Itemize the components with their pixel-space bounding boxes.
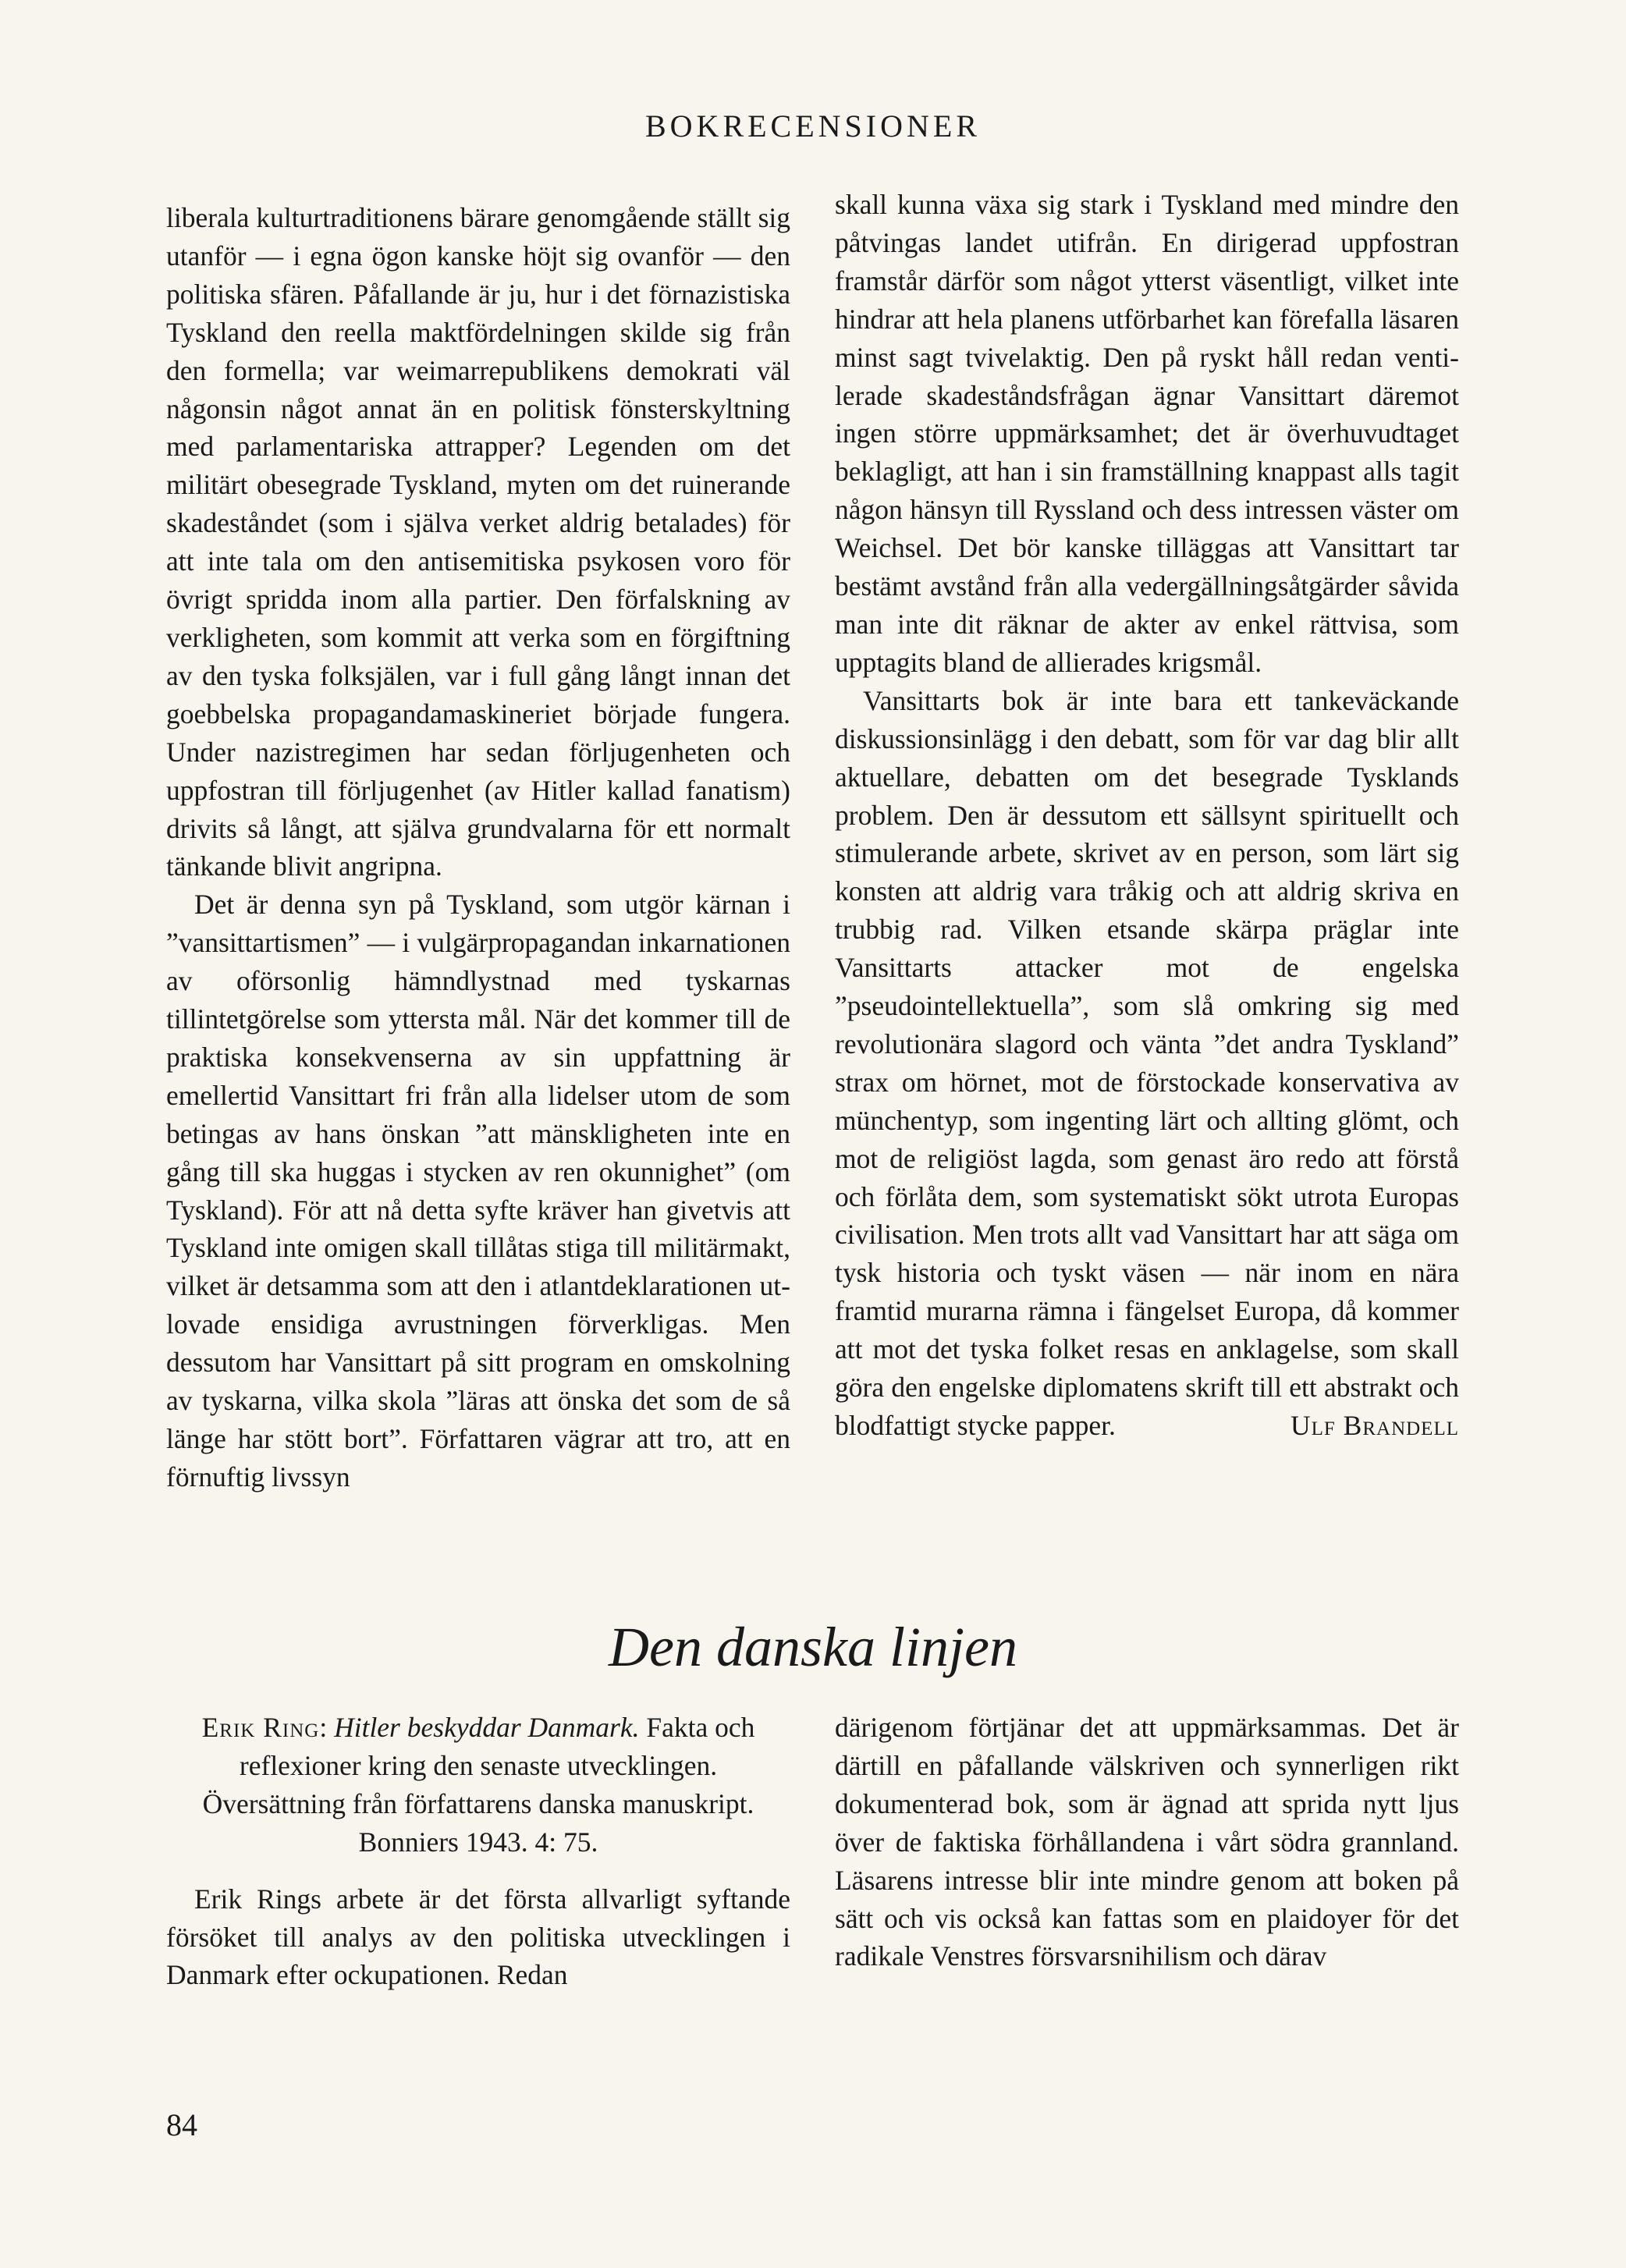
book-title: Hitler beskyddar Danmark. [334, 1712, 640, 1743]
running-header: BOKRECENSIONER [644, 108, 982, 144]
review-left-column [166, 199, 790, 1496]
book-reference: Erik Ring: Hitler beskyddar Danmark. Fakta och reflexioner kring den senaste utvecklingen. Översättning från författarens danska manuskript. Bonniers 1943. 4: 75. [201, 1712, 755, 1858]
book-author: Erik Ring [201, 1712, 320, 1743]
body-paragraph: Det är denna syn på Tyskland, som utgör kärnan i ”vansittartismen” — i vulgärpropagandan inkarnationen av oförsonlig hämndlystnad med tyskarnas tillintetgörelse som yttersta mål. När det kommer till de praktiska konsekvenserna av sin uppfattning är emellertid Vansittart fri från alla lidelser utom de som betingas av hans önskan ”att mänskligheten inte en gång till ska huggas i stycken av ren okunnighet” (om Tyskland). För att nå detta syfte kräver han givetvis att Tyskland inte omigen skall tillåtas stiga till militärmakt, vilket är detsamma som att den i atlantdeklarationen utlovade ensidiga avrustningen förverkligas. Men dessutom har Vansittart på sitt program en omskolning av tyskarna, vilka skola ”läras att önska det som de så länge har stött bort”. Författaren vägrar att tro, att en förnuftig livssyn [166, 889, 790, 1492]
body-paragraph: därigenom förtjänar det att uppmärksammas. Det är därtill en påfallande välskriven och synnerligen rikt dokumenterad bok, som är ägnad att sprida nytt ljus över de faktiska förhållandena i vårt södra grannland. Läsarens intresse blir inte mindre genom att boken på sätt och vis också kan fattas som en plaidoyer för det radikale Venstres försvarsnihilism och därav [835, 1712, 1459, 1972]
review2-right-column [835, 1709, 1459, 1975]
review-right-column [835, 186, 1459, 1445]
page-number: 84 [166, 2107, 197, 2142]
body-paragraph: skall kunna växa sig stark i Tyskland med mindre den påtvingas landet utifrån. En dirigerad uppfostran framstår därför som något ytterst väsentligt, vilket inte hindrar att hela planens utförbarhet kan förefalla läsaren minst sagt tvivelaktig. Den på ryskt håll redan ventilerade skadeståndsfrågan ägnar Vansittart däremot ingen större uppmärksamhet; det är överhuvudtaget beklagligt, att han i sin framställning knappast alls tagit någon hänsyn till Ryssland och dess intressen väster om Weichsel. Det bör kanske tilläggas att Vansittart tar bestämt avstånd från alla vedergällningsåtgärder såvida man inte dit räknar de akter av enkel rättvisa, som upptagits bland de allierades krigsmål. [835, 189, 1459, 678]
article-title: Den danska linjen [609, 1616, 1017, 1678]
body-paragraph: liberala kulturtraditionens bärare genomgående ställt sig utanför — i egna ögon kanske höjt sig ovanför — den politiska sfären. Påfallande är ju, hur i det förnazistiska Tyskland den reella maktfördelningen skilde sig från den formella; var weimarrepublikens demokrati väl någonsin något annat än en politisk fönsterskyltning med parlamentariska attrapper? Legenden om det militärt obesegrade Tyskland, myten om det ruinerande skadeståndet (som i själva verket aldrig betalades) för att inte tala om den antisemitiska psykosen voro för övrigt spridda inom alla partier. Den förfalskning av verkligheten, som kommit att verka som en förgiftning av den tyska folksjälen, var i full gång långt innan det goebbelska propagandamaskineriet började fungera. Under nazistregimen har sedan förljugenheten och uppfostran till förljugenhet (av Hitler kallad fanatism) drivits så långt, att själva grundvalarna för ett normalt tänkande blivit angripna. [166, 202, 790, 882]
body-paragraph: Erik Rings arbete är det första allvarligt syftande försöket till analys av den politiska utvecklingen i Danmark efter ockupationen. Redan [166, 1883, 790, 1991]
book-details: Fakta och reflexioner kring den senaste utvecklingen. Översättning från författarens danska manuskript. Bonniers 1943. 4: 75. [202, 1712, 755, 1858]
review2-left-column [166, 1709, 790, 1994]
reviewer-signature: Ulf Brandell [1290, 1409, 1459, 1441]
body-paragraph: Vansittarts bok är inte bara ett tankeväckande diskussionsinlägg i den debatt, som för var dag blir allt aktuellare, debatten om det besegrade Tysklands problem. Den är dessutom ett sällsynt spirituellt och stimulerande arbete, skrivet av en person, som lärt sig konsten att aldrig vara tråkig och att aldrig skriva en trubbig rad. Vilken etsande skärpa präglar inte Vansittarts attacker mot de engelska ”pseudointellektuella”, som slå omkring sig med revolutionära slagord och vänta ”det andra Tyskland” strax om hörnet, mot de förstockade konservativa av münchentyp, som ingenting lärt och allting glömt, och mot de religiöst lagda, som genast äro redo att förstå och förlåta dem, som systematiskt sökt utrota Europas civilisation. Men trots allt vad Vansittart har att säga om tysk historia och tyskt väsen — när inom en nära framtid murarna rämna i fängelset Europa, då kommer att mot det tyska folket resas en anklagelse, som skall göra den engelske diplomatens skrift till ett abstrakt och blodfattigt stycke papper. [835, 684, 1459, 1441]
